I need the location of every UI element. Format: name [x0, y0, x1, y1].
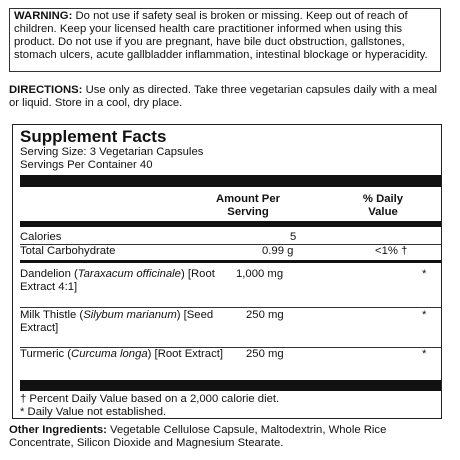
nutrient-amount: 0.99 g	[262, 245, 294, 257]
directions	[9, 84, 449, 110]
directions-text: Use only as directed. Take three vegetarian capsules daily with a meal or liquid. Store in a cool, dry place.	[9, 84, 438, 109]
ingredient-name: Milk Thistle (Silybum marianum) [Seed Extract]	[20, 309, 214, 334]
ingredient-dv: *	[422, 309, 427, 321]
nutrient-amount: 5	[290, 231, 297, 243]
ingredient-dv: *	[422, 348, 427, 360]
warning-box	[9, 8, 441, 72]
other-ingredients-label: Other Ingredients:	[9, 424, 107, 436]
footnote-not-established: * Daily Value not established.	[20, 406, 167, 418]
servings-per-container: Servings Per Container 40	[20, 159, 153, 171]
supplement-facts-panel	[12, 124, 442, 419]
daily-value-header: % Daily Value	[362, 193, 404, 218]
ingredient-amount: 250 mg	[246, 348, 284, 360]
serving-size: Serving Size: 3 Vegetarian Capsules	[20, 146, 204, 158]
row-divider	[20, 307, 441, 308]
nutrient-name: Calories	[20, 231, 62, 243]
ingredient-dv: *	[422, 268, 427, 280]
nutrient-dv: <1% †	[375, 245, 408, 257]
thick-divider-top	[20, 175, 441, 187]
other-ingredients-text: Vegetable Cellulose Capsule, Maltodextrin, Whole Rice Concentrate, Silicon Dioxide and Magnesium Stearate.	[9, 424, 387, 449]
ingredient-name: Turmeric (Curcuma longa) [Root Extract]	[20, 348, 223, 360]
amount-per-serving-header: Amount Per Serving	[215, 193, 281, 218]
thick-divider-bottom	[20, 380, 441, 391]
footnote-daily-value: † Percent Daily Value based on a 2,000 calorie diet.	[20, 393, 280, 405]
nutrient-name: Total Carbohydrate	[20, 245, 116, 257]
medium-divider	[20, 221, 441, 227]
directions-label: DIRECTIONS:	[9, 84, 83, 96]
ingredient-amount: 250 mg	[246, 309, 284, 321]
ingredient-name: Dandelion (Taraxacum officinale) [Root Extract 4:1]	[20, 268, 215, 293]
other-ingredients	[9, 424, 454, 450]
supplement-facts-title: Supplement Facts	[20, 127, 167, 146]
thin-divider	[20, 260, 441, 263]
warning-label: WARNING:	[14, 10, 73, 22]
warning-text: Do not use if safety seal is broken or missing. Keep out of reach of children. Keep your licensed health care practitioner informed when using this product. Do not use if you are pregnant, have bile duct obstruction, gallstones, stomach ulcers, acute gallbladder inflammation, intestinal blockage or hyperacidity.	[14, 10, 428, 61]
ingredient-amount: 1,000 mg	[236, 268, 284, 280]
